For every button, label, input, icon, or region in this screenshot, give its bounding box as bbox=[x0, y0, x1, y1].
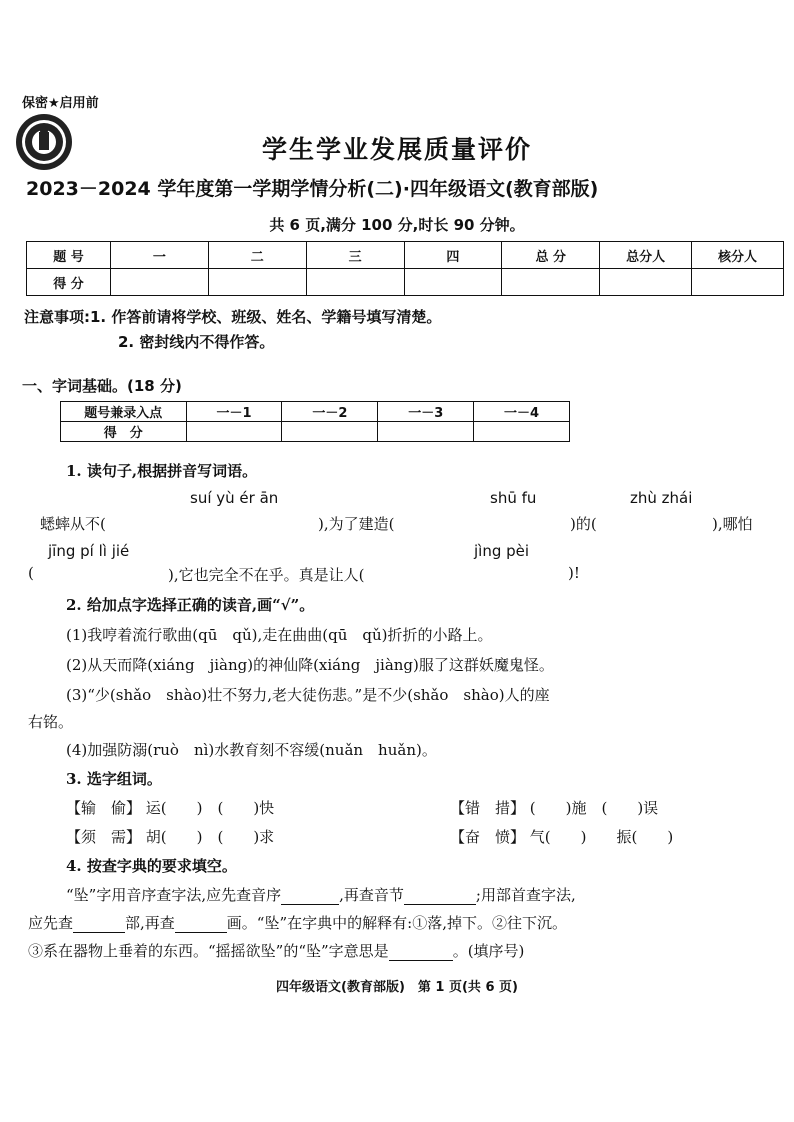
notes-line-2: 2. 密封线内不得作答。 bbox=[118, 333, 275, 351]
score-table bbox=[26, 241, 784, 296]
pinyin-label: jīng pí lì jié bbox=[48, 542, 130, 560]
exam-info: 共 6 页,满分 100 分,时长 90 分钟。 bbox=[269, 216, 525, 234]
q4-line-3 bbox=[28, 940, 524, 961]
notes-line-1: 注意事项:1. 作答前请将学校、班级、姓名、学籍号填写清楚。 bbox=[24, 308, 442, 326]
exam-subtitle: 2023－2024 学年度第一学期学情分析(二)·四年级语文(教育部版) bbox=[26, 178, 599, 200]
q4-text-part: ;用部首查字法, bbox=[475, 886, 576, 904]
answer-blank[interactable] bbox=[175, 932, 227, 933]
score-input-cell[interactable] bbox=[502, 269, 600, 296]
q4-line-2 bbox=[28, 912, 567, 933]
answer-blank[interactable] bbox=[404, 904, 476, 905]
answer-blank[interactable] bbox=[389, 960, 453, 961]
score-input-cell[interactable] bbox=[692, 269, 784, 296]
q4-text-part: ③系在器物上垂着的东西。“摇摇欲坠”的“坠”字意思是 bbox=[28, 942, 389, 960]
q4-line-1 bbox=[66, 884, 576, 905]
section-score-table bbox=[60, 401, 570, 442]
score-input-cell[interactable] bbox=[111, 269, 209, 296]
score-row-label: 得 分 bbox=[27, 269, 111, 296]
q4-text-part: 画。“坠”在字典中的解释有:①落,掉下。②往下沉。 bbox=[226, 914, 567, 932]
q1-text-part: )的( bbox=[570, 515, 597, 533]
score-header-cell: 总 分 bbox=[502, 242, 600, 269]
q2-item-4: (4)加强防溺(ruò nì)水教育刻不容缓(nuǎn huǎn)。 bbox=[66, 741, 437, 759]
q1-text-part: )! bbox=[568, 564, 580, 582]
score-header-cell: 题 号 bbox=[27, 242, 111, 269]
confidential-label: 保密★启用前 bbox=[22, 96, 99, 111]
q4-text-part: 部,再查 bbox=[125, 914, 175, 932]
q1-text-part: ),为了建造( bbox=[318, 515, 395, 533]
q2-item-3-cont: 右铭。 bbox=[28, 713, 74, 731]
section-score-cell[interactable] bbox=[474, 422, 570, 442]
q3-row-2-right: 【奋 愤】 气( ) 振( ) bbox=[450, 828, 674, 846]
score-input-cell[interactable] bbox=[208, 269, 306, 296]
score-table-score-row bbox=[27, 269, 784, 296]
question-3-title: 3. 选字组词。 bbox=[66, 770, 162, 788]
q2-item-1: (1)我哼着流行歌曲(qū qǔ),走在曲曲(qū qǔ)折折的小路上。 bbox=[66, 626, 493, 644]
section-table-header-row bbox=[61, 402, 570, 422]
section-header-cell: 一－4 bbox=[474, 402, 570, 422]
section-header-cell: 一－1 bbox=[186, 402, 282, 422]
q1-text-part: ( bbox=[28, 564, 34, 582]
q2-item-3: (3)“少(shǎo shào)壮不努力,老大徒伤悲。”是不少(shǎo shào)人的座 bbox=[66, 686, 550, 704]
q3-row-1-right: 【错 措】 ( )施 ( )误 bbox=[450, 799, 659, 817]
q3-row-2-left: 【须 需】 胡( ) ( )求 bbox=[66, 828, 275, 846]
q2-item-2: (2)从天而降(xiáng jiàng)的神仙降(xiáng jiàng)服了这群妖魔鬼怪。 bbox=[66, 656, 554, 674]
q3-row-1-left: 【输 偷】 运( ) ( )快 bbox=[66, 799, 275, 817]
section-header-cell: 题号兼录入点 bbox=[61, 402, 187, 422]
page-footer: 四年级语文(教育部版) 第 1 页(共 6 页) bbox=[276, 980, 518, 995]
score-header-cell: 三 bbox=[306, 242, 404, 269]
section-1-title: 一、字词基础。(18 分) bbox=[22, 377, 182, 395]
pinyin-label: zhù zhái bbox=[630, 489, 693, 507]
question-4-title: 4. 按查字典的要求填空。 bbox=[66, 857, 237, 875]
score-header-cell: 核分人 bbox=[692, 242, 784, 269]
question-2-title: 2. 给加点字选择正确的读音,画“√”。 bbox=[66, 596, 315, 614]
section-score-cell[interactable] bbox=[378, 422, 474, 442]
score-input-cell[interactable] bbox=[600, 269, 692, 296]
answer-blank[interactable] bbox=[73, 932, 125, 933]
score-input-cell[interactable] bbox=[404, 269, 502, 296]
score-input-cell[interactable] bbox=[306, 269, 404, 296]
section-table-score-row bbox=[61, 422, 570, 442]
section-header-cell: 一－2 bbox=[282, 402, 378, 422]
score-header-cell: 总分人 bbox=[600, 242, 692, 269]
q1-text-part: ),它也完全不在乎。真是让人( bbox=[168, 566, 365, 584]
pinyin-label: shū fu bbox=[490, 489, 537, 507]
q4-text-part: 应先查 bbox=[28, 914, 74, 932]
q4-text-part: ,再查音节 bbox=[339, 886, 404, 904]
q4-text-part: “坠”字用音序查字法,应先查音序 bbox=[66, 886, 282, 904]
section-score-cell[interactable] bbox=[186, 422, 282, 442]
q4-text-part: 。(填序号) bbox=[452, 942, 525, 960]
answer-blank[interactable] bbox=[281, 904, 339, 905]
question-1-title: 1. 读句子,根据拼音写词语。 bbox=[66, 462, 258, 480]
section-row-label: 得 分 bbox=[61, 422, 187, 442]
pinyin-label: jìng pèi bbox=[474, 542, 530, 560]
section-score-cell[interactable] bbox=[282, 422, 378, 442]
section-header-cell: 一－3 bbox=[378, 402, 474, 422]
q1-text-part: 蟋蟀从不( bbox=[40, 515, 106, 533]
score-table-header-row bbox=[27, 242, 784, 269]
score-header-cell: 二 bbox=[208, 242, 306, 269]
score-header-cell: 四 bbox=[404, 242, 502, 269]
page-title: 学生学业发展质量评价 bbox=[261, 135, 532, 164]
pinyin-label: suí yù ér ān bbox=[190, 489, 279, 507]
score-header-cell: 一 bbox=[111, 242, 209, 269]
q1-text-part: ),哪怕 bbox=[712, 515, 753, 533]
